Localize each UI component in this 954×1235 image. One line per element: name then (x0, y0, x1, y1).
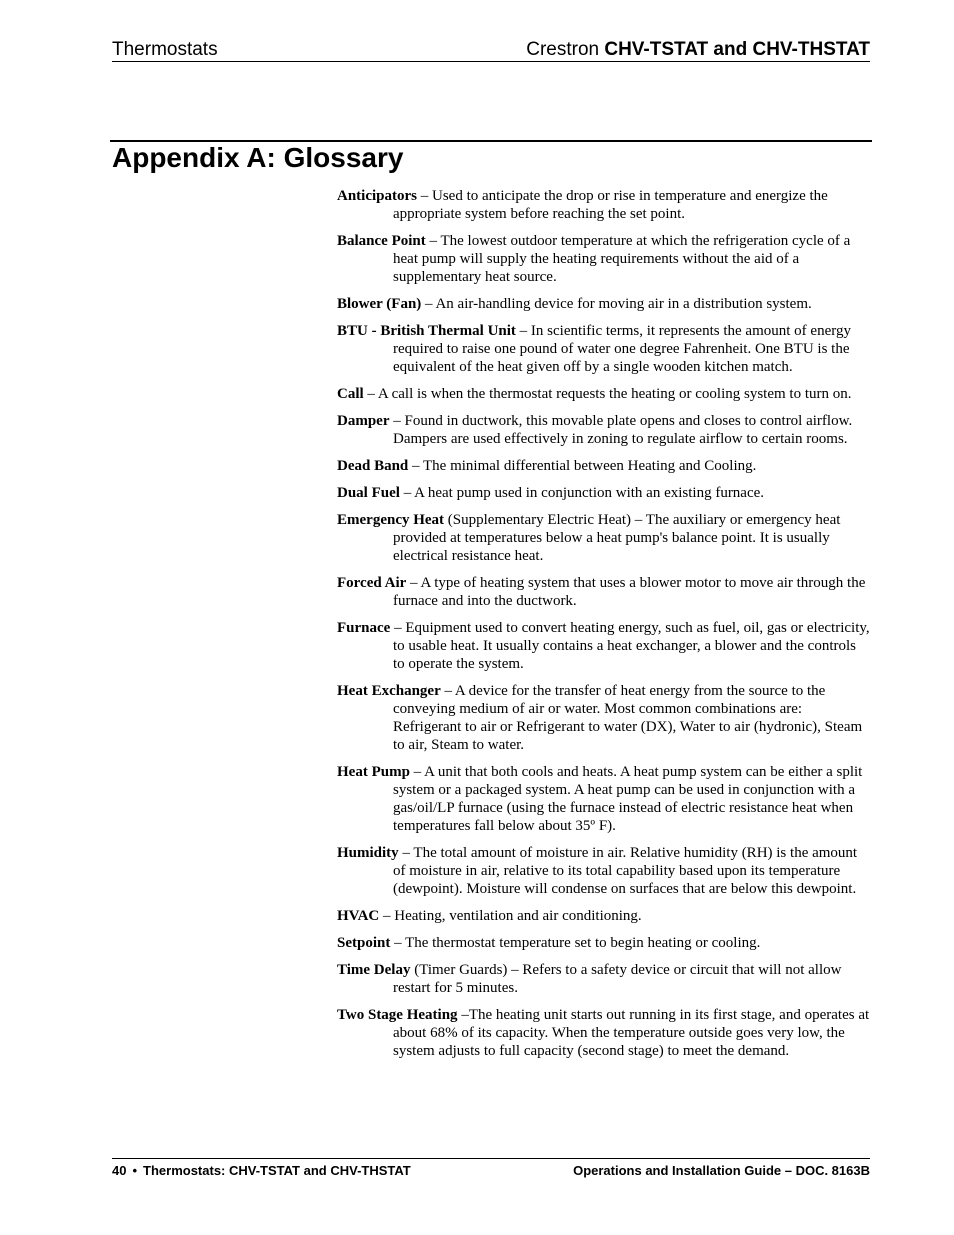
glossary-term: Dual Fuel (337, 485, 400, 501)
glossary-term: Balance Point (337, 233, 426, 249)
glossary-term: Damper (337, 413, 390, 429)
glossary-term: Call (337, 386, 364, 402)
glossary-entry (337, 511, 870, 565)
glossary-term: Anticipators (337, 188, 417, 204)
glossary-entry (337, 961, 870, 997)
glossary-entry (337, 295, 870, 313)
glossary-term: HVAC (337, 908, 380, 924)
glossary-definition: – In scientific terms, it represents the amount of energy required to raise one pound of water one degree Fahrenheit. One BTU is the equivalent of the heat given off by a single wooden kitchen match. (393, 323, 851, 375)
glossary-definition: – The lowest outdoor temperature at which the refrigeration cycle of a heat pump will supply the heating requirements without the aid of a supplementary heat source. (393, 233, 851, 285)
glossary-entry (337, 187, 870, 223)
glossary-entry (337, 682, 870, 754)
glossary-term: Time Delay (337, 962, 411, 978)
glossary-term: Heat Pump (337, 764, 410, 780)
page-number: 40 (112, 1163, 127, 1178)
glossary-entry (337, 385, 870, 403)
glossary-entry (337, 232, 870, 286)
header-product-title (526, 39, 870, 61)
header-product: CHV-TSTAT and CHV-THSTAT (604, 39, 870, 60)
glossary-entry (337, 322, 870, 376)
glossary-definition: – A call is when the thermostat requests the heating or cooling system to turn on. (363, 386, 852, 402)
glossary-entry (337, 412, 870, 448)
header-brand: Crestron (526, 39, 600, 60)
glossary-definition: – A type of heating system that uses a blower motor to move air through the furnace and into the ductwork. (393, 575, 866, 609)
glossary-definition: – The thermostat temperature set to begin heating or cooling. (390, 935, 761, 951)
glossary-entry (337, 457, 870, 475)
glossary-entry (337, 907, 870, 925)
glossary-term: Blower (Fan) (337, 296, 422, 312)
glossary-entry (337, 484, 870, 502)
glossary-list (337, 187, 870, 1069)
glossary-definition: – The minimal differential between Heating and Cooling. (408, 458, 757, 474)
page-footer (112, 1158, 870, 1178)
glossary-definition: (Supplementary Electric Heat) – The auxiliary or emergency heat provided at temperatures below a heat pump's balance point. It is usually electrical resistance heat. (393, 512, 841, 564)
glossary-definition: – A unit that both cools and heats. A heat pump system can be either a split system or a packaged system. A heat pump can be used in conjunction with a gas/oil/LP furnace (using the furnace instead of electric resistance heat when temperatures fall below about 35º F). (393, 764, 863, 834)
glossary-entry (337, 1006, 870, 1060)
glossary-entry (337, 844, 870, 898)
glossary-term: Setpoint (337, 935, 391, 951)
glossary-term: Humidity (337, 845, 399, 861)
glossary-term: Heat Exchanger (337, 683, 441, 699)
glossary-entry (337, 619, 870, 673)
page-title: Appendix A: Glossary (112, 142, 404, 173)
glossary-definition: –The heating unit starts out running in its first stage, and operates at about 68% of its capacity. When the temperature outside goes very low, the system adjusts to full capacity (second stage) to meet the demand. (393, 1007, 870, 1059)
header-section-title: Thermostats (112, 39, 218, 60)
glossary-term: Forced Air (337, 575, 407, 591)
glossary-entry (337, 763, 870, 835)
glossary-term: Emergency Heat (337, 512, 445, 528)
glossary-definition: – An air-handling device for moving air in a distribution system. (421, 296, 812, 312)
glossary-definition: – A heat pump used in conjunction with an existing furnace. (399, 485, 765, 501)
footer-doc-id: Operations and Installation Guide – DOC. 8163B (573, 1163, 870, 1178)
page-header (112, 39, 870, 62)
glossary-definition: – Equipment used to convert heating energy, such as fuel, oil, gas or electricity, to usable heat. It usually contains a heat exchanger, a blower and the controls to operate the system. (390, 620, 870, 672)
glossary-entry (337, 574, 870, 610)
glossary-definition: – Heating, ventilation and air conditioning. (379, 908, 642, 924)
footer-doc-title: Thermostats: CHV-TSTAT and CHV-THSTAT (143, 1163, 411, 1178)
glossary-entry (337, 934, 870, 952)
glossary-term: BTU - British Thermal Unit (337, 323, 516, 339)
glossary-definition: – Used to anticipate the drop or rise in temperature and energize the appropriate system before reaching the set point. (393, 188, 828, 222)
bullet-separator: • (132, 1163, 138, 1178)
glossary-term: Furnace (337, 620, 391, 636)
glossary-term: Dead Band (337, 458, 409, 474)
glossary-definition: – The total amount of moisture in air. Relative humidity (RH) is the amount of moisture in air, relative to its total capability based upon its temperature (dewpoint). Moisture will condense on surfaces that are below this dewpoint. (393, 845, 858, 897)
glossary-definition: – A device for the transfer of heat energy from the source to the conveying medium of air or water. Most common combinations are: Refrigerant to air or Refrigerant to water (DX), Water to air (hydronic), Steam to air, Steam to water. (393, 683, 863, 753)
glossary-definition: – Found in ductwork, this movable plate opens and closes to control airflow. Dampers are used effectively in zoning to regulate airflow to certain rooms. (389, 413, 853, 447)
glossary-definition: (Timer Guards) – Refers to a safety device or circuit that will not allow restart for 5 minutes. (393, 962, 842, 996)
footer-left (112, 1163, 411, 1178)
glossary-term: Two Stage Heating (337, 1007, 458, 1023)
